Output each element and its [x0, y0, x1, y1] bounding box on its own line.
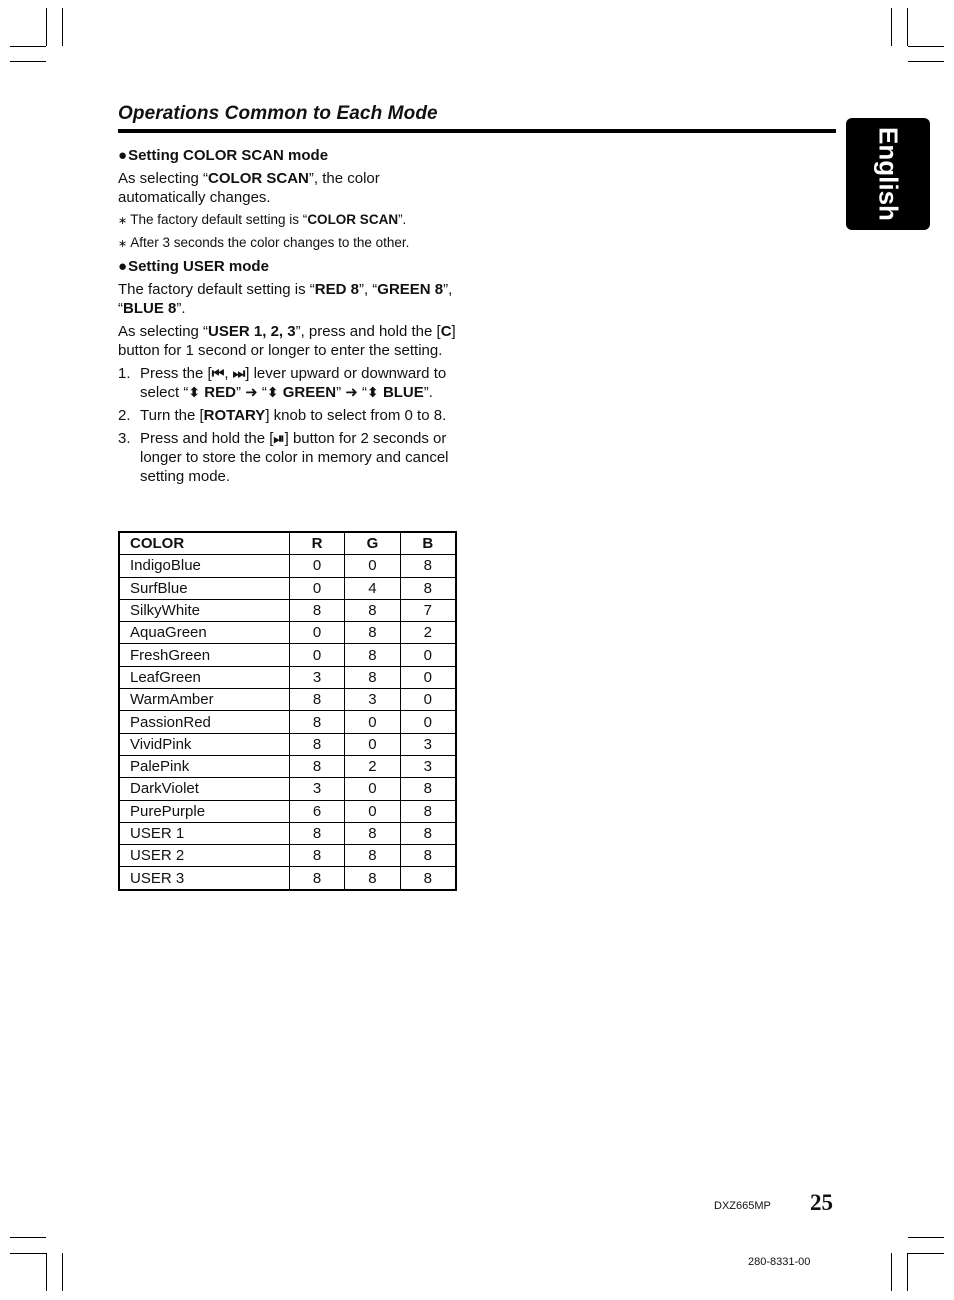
color-scan-note: ∗ After 3 seconds the color changes to the other.	[118, 235, 410, 250]
color-value-cell: 3	[289, 778, 344, 800]
color-value-cell: 3	[400, 755, 456, 777]
color-value-cell: 7	[400, 599, 456, 621]
color-value-cell: 8	[400, 778, 456, 800]
up-down-icon: ⬍	[266, 384, 279, 400]
table-row	[119, 778, 456, 800]
prev-track-icon: ⏮	[211, 365, 225, 381]
color-name-cell: USER 3	[119, 867, 289, 890]
step-1: 1. Press the [⏮, ⏭] lever upward or downward to select “⬍ RED” ➜ “⬍ GREEN” ➜ “⬍ BLUE”.	[118, 365, 447, 401]
play-pause-icon: ⏯	[273, 430, 285, 446]
color-value-cell: 2	[400, 622, 456, 644]
color-value-cell: 8	[289, 867, 344, 890]
color-value-cell: 3	[345, 689, 400, 711]
up-down-icon: ⬍	[367, 384, 379, 400]
crop-mark	[46, 1253, 47, 1291]
table-row	[119, 622, 456, 644]
color-scan-description: As selecting “COLOR SCAN”, the color automatically changes.	[118, 170, 380, 206]
asterisk-icon: ∗	[118, 215, 128, 227]
color-value-cell: 8	[289, 689, 344, 711]
color-name-cell: DarkViolet	[119, 778, 289, 800]
section-header	[118, 102, 836, 133]
color-value-cell: 3	[400, 733, 456, 755]
color-value-cell: 3	[289, 666, 344, 688]
table-row	[119, 845, 456, 867]
column-header: B	[400, 532, 456, 555]
color-scan-heading: ●Setting COLOR SCAN mode	[118, 147, 329, 164]
color-value-cell: 6	[289, 800, 344, 822]
part-number: 280-8331-00	[748, 1256, 811, 1268]
table-row	[119, 800, 456, 822]
table-row	[119, 733, 456, 755]
color-value-cell: 8	[400, 822, 456, 844]
crop-mark	[908, 46, 944, 47]
crop-mark	[10, 61, 46, 62]
color-value-cell: 8	[400, 577, 456, 599]
color-name-cell: AquaGreen	[119, 622, 289, 644]
color-value-cell: 2	[345, 755, 400, 777]
color-name-cell: SurfBlue	[119, 577, 289, 599]
color-table	[118, 531, 457, 891]
color-value-cell: 0	[400, 711, 456, 733]
color-value-cell: 0	[289, 622, 344, 644]
up-down-icon: ⬍	[188, 384, 201, 400]
color-name-cell: VividPink	[119, 733, 289, 755]
table-row	[119, 755, 456, 777]
color-value-cell: 8	[289, 822, 344, 844]
color-value-cell: 8	[400, 555, 456, 577]
column-header: R	[289, 532, 344, 555]
color-name-cell: PalePink	[119, 755, 289, 777]
color-value-cell: 0	[400, 689, 456, 711]
table-row	[119, 711, 456, 733]
table-header-row	[119, 532, 456, 555]
table-row	[119, 599, 456, 621]
user-mode-default: The factory default setting is “RED 8”, “GREEN 8”, “BLUE 8”.	[118, 281, 453, 317]
crop-mark	[10, 1253, 46, 1254]
table-row	[119, 666, 456, 688]
color-value-cell: 8	[345, 599, 400, 621]
table-row	[119, 689, 456, 711]
color-value-cell: 8	[289, 755, 344, 777]
crop-mark	[62, 8, 63, 46]
color-name-cell: LeafGreen	[119, 666, 289, 688]
crop-mark	[46, 8, 47, 46]
crop-mark	[891, 8, 892, 46]
color-value-cell: 8	[400, 845, 456, 867]
language-tab-label: English	[873, 127, 904, 221]
bullet-icon: ●	[118, 147, 128, 164]
page-number: 25	[810, 1190, 833, 1215]
color-value-cell: 0	[289, 555, 344, 577]
color-value-cell: 8	[289, 733, 344, 755]
color-name-cell: USER 2	[119, 845, 289, 867]
bullet-icon: ●	[118, 258, 128, 275]
color-value-cell: 4	[345, 577, 400, 599]
color-name-cell: PurePurple	[119, 800, 289, 822]
color-name-cell: USER 1	[119, 822, 289, 844]
color-value-cell: 0	[345, 778, 400, 800]
color-name-cell: FreshGreen	[119, 644, 289, 666]
crop-mark	[908, 61, 944, 62]
column-header: G	[345, 532, 400, 555]
user-mode-heading: ●Setting USER mode	[118, 258, 269, 275]
color-value-cell: 8	[345, 666, 400, 688]
table-row	[119, 822, 456, 844]
color-value-cell: 8	[400, 867, 456, 890]
color-value-cell: 0	[289, 644, 344, 666]
crop-mark	[908, 1253, 944, 1254]
color-value-cell: 0	[345, 555, 400, 577]
color-scan-note: ∗ The factory default setting is “COLOR SCAN”.	[118, 212, 407, 227]
color-value-cell: 0	[345, 711, 400, 733]
crop-mark	[908, 1237, 944, 1238]
table-row	[119, 644, 456, 666]
crop-mark	[10, 46, 46, 47]
color-value-cell: 0	[345, 733, 400, 755]
color-value-cell: 0	[289, 577, 344, 599]
crop-mark	[907, 8, 908, 46]
language-tab	[846, 118, 930, 230]
color-value-cell: 8	[289, 599, 344, 621]
color-name-cell: SilkyWhite	[119, 599, 289, 621]
step-3: 3. Press and hold the [⏯] button for 2 seconds or longer to store the color in memory and cancel setting mode.	[118, 430, 449, 485]
color-name-cell: WarmAmber	[119, 689, 289, 711]
crop-mark	[62, 1253, 63, 1291]
next-track-icon: ⏭	[232, 365, 246, 381]
color-value-cell: 8	[345, 644, 400, 666]
color-value-cell: 8	[345, 822, 400, 844]
section-title: Operations Common to Each Mode	[118, 103, 438, 124]
color-value-cell: 8	[400, 800, 456, 822]
color-value-cell: 0	[400, 644, 456, 666]
user-mode-select: As selecting “USER 1, 2, 3”, press and hold the [C] button for 1 second or longer to enter the setting.	[118, 323, 456, 359]
crop-mark	[10, 1237, 46, 1238]
color-value-cell: 0	[345, 800, 400, 822]
color-name-cell: PassionRed	[119, 711, 289, 733]
column-header: COLOR	[119, 532, 289, 555]
color-value-cell: 8	[289, 845, 344, 867]
crop-mark	[907, 1253, 908, 1291]
color-name-cell: IndigoBlue	[119, 555, 289, 577]
color-value-cell: 8	[345, 622, 400, 644]
crop-mark	[891, 1253, 892, 1291]
color-value-cell: 8	[345, 845, 400, 867]
color-value-cell: 8	[345, 867, 400, 890]
arrow-icon: ➜	[345, 384, 358, 401]
table-row	[119, 555, 456, 577]
color-value-cell: 8	[289, 711, 344, 733]
header-rule	[118, 129, 836, 133]
instructions	[118, 146, 463, 490]
model-name: DXZ665MP	[714, 1200, 771, 1212]
asterisk-icon: ∗	[118, 238, 128, 250]
table-row	[119, 577, 456, 599]
table-row	[119, 867, 456, 890]
color-value-cell: 0	[400, 666, 456, 688]
arrow-icon: ➜	[245, 384, 258, 401]
step-2: 2. Turn the [ROTARY] knob to select from 0 to 8.	[118, 407, 447, 424]
